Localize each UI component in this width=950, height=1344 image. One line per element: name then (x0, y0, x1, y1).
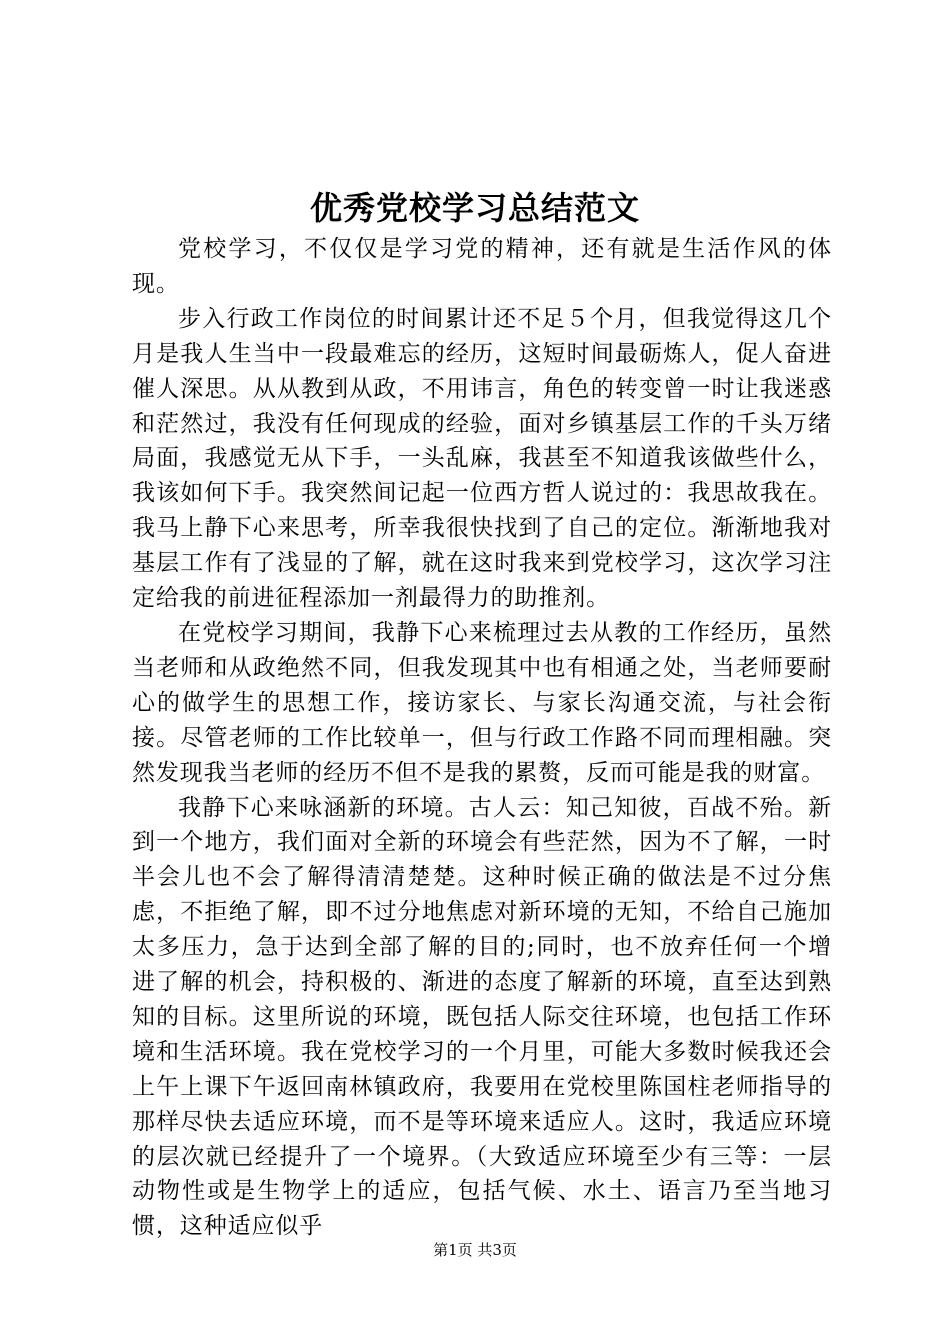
paragraph-2: 步入行政工作岗位的时间累计还不足５个月，但我觉得这几个月是我人生当中一段最难忘的经历，这短时间最砺炼人，促人奋进催人深思。从从教到从政，不用讳言，角色的转变曾一时让我迷惑和茫然过，我没有任何现成的经验，面对乡镇基层工作的千头万绪局面，我感觉无从下手，一头乱麻，我甚至不知道我该做些什么，我该如何下手。我突然间记起一位西方哲人说过的：我思故我在。我马上静下心来思考，所幸我很快找到了自己的定位。渐渐地我对基层工作有了浅显的了解，就在这时我来到党校学习，这次学习注定给我的前进征程添加一剂最得力的助推剂。 (132, 305, 832, 612)
paragraph-3: 在党校学习期间，我静下心来梳理过去从教的工作经历，虽然当老师和从政绝然不同，但我发现其中也有相通之处，当老师要耐心的做学生的思想工作，接访家长、与家长沟通交流，与社会衔接。尽管老师的工作比较单一，但与行政工作路不同而理相融。突然发现我当老师的经历不但不是我的累赘，反而可能是我的财富。 (132, 619, 832, 786)
page-footer: 第1页 共3页 (433, 1241, 517, 1259)
paragraph-4: 我静下心来咏涵新的环境。古人云：知己知彼，百战不殆。新到一个地方，我们面对全新的环境会有些茫然，因为不了解，一时半会儿也不会了解得清清楚楚。这种时候正确的做法是不过分焦虑，不拒绝了解，即不过分地焦虑对新环境的无知，不给自己施加太多压力，急于达到全部了解的目的;同时，也不放弃任何一个增进了解的机会，持积极的、渐进的态度了解新的环境，直至达到熟知的目标。这里所说的环境，既包括人际交往环境，也包括工作环境和生活环境。我在党校学习的一个月里，可能大多数时候我还会上午上课下午返回南林镇政府，我要用在党校里陈国柱老师指导的那样尽快去适应环境，而不是等环境来适应人。这时，我适应环境的层次就已经提升了一个境界。（大致适应环境至少有三等：一层动物性或是生物学上的适应，包括气候、水土、语言乃至当地习惯，这种适应似乎 (132, 794, 832, 1240)
document-body (132, 232, 832, 1244)
paragraph-1: 党校学习，不仅仅是学习党的精神，还有就是生活作风的体现。 (132, 236, 832, 297)
page-title: 优秀党校学习总结范文 (309, 189, 640, 227)
